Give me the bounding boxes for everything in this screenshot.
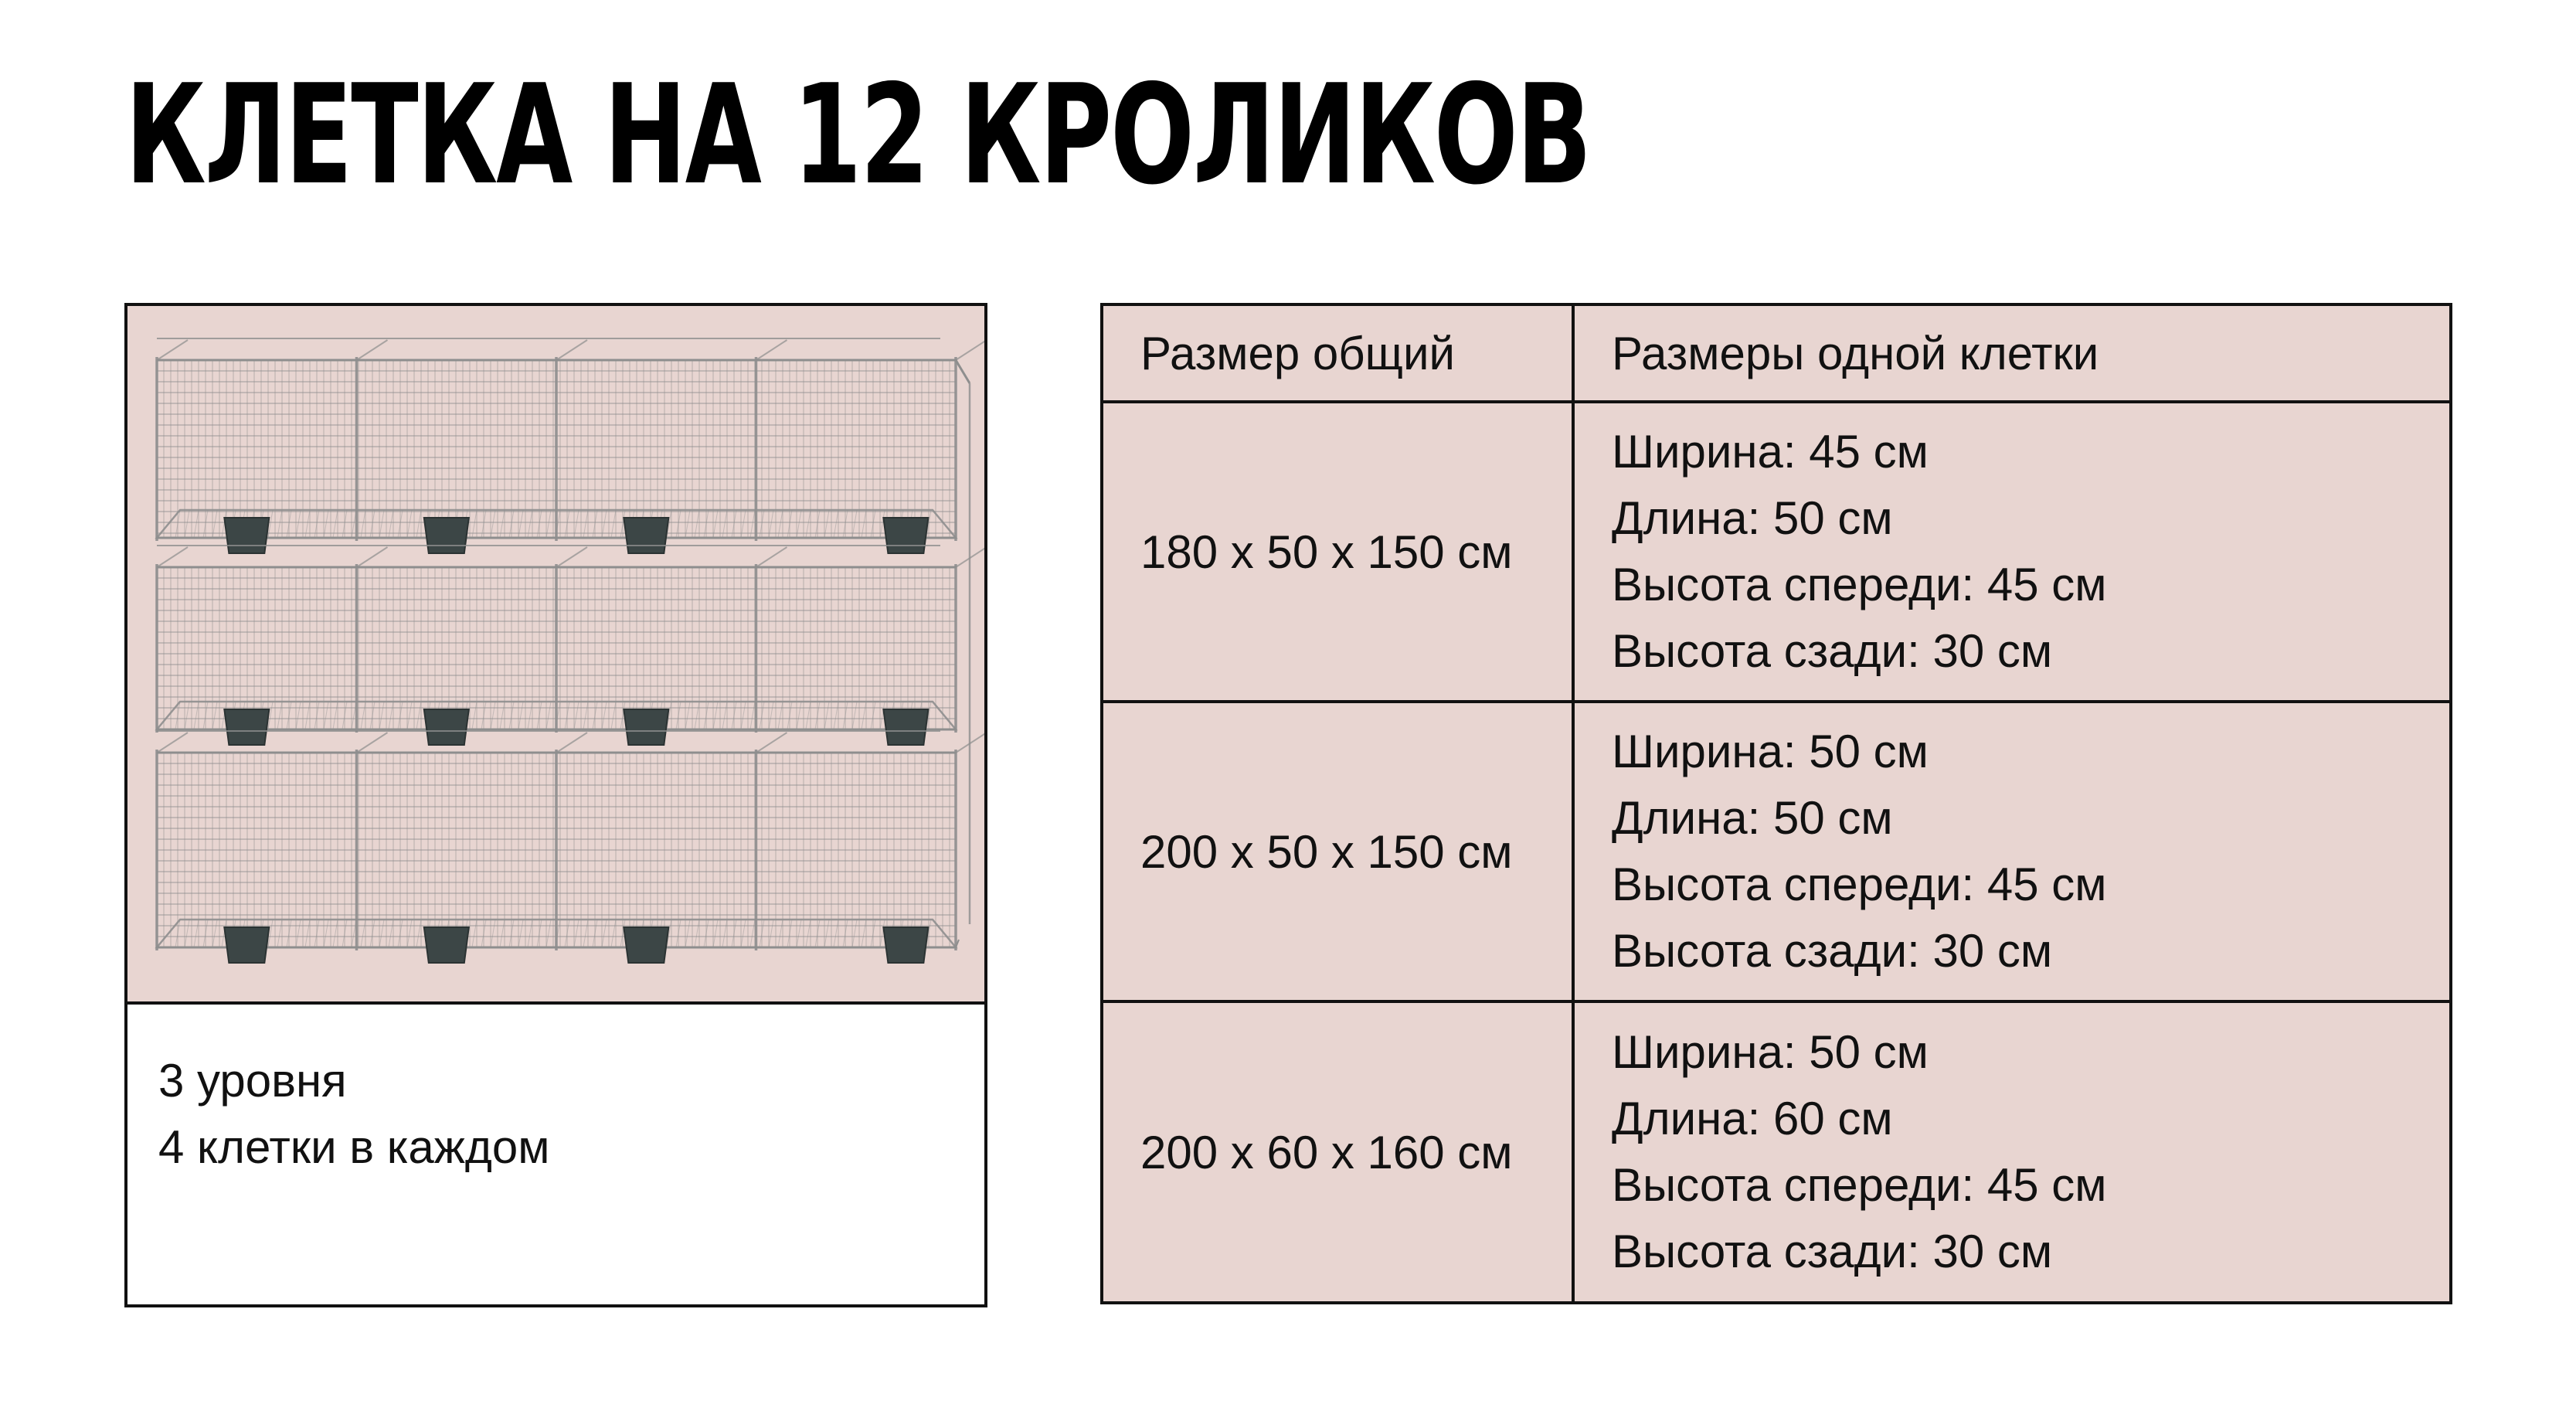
cage-width: Ширина: 50 см [1612, 1026, 1929, 1078]
cage-front-height: Высота спереди: 45 см [1612, 1159, 2107, 1211]
cage-width: Ширина: 50 см [1612, 726, 1929, 777]
caption-levels: 3 уровня [158, 1055, 347, 1107]
cage-caption [158, 1048, 550, 1181]
table-row [1102, 402, 2451, 702]
cage-back-height: Высота сзади: 30 см [1612, 925, 2053, 977]
total-size-cell: 180 х 50 х 150 см [1102, 402, 1573, 702]
header-total-size: Размер общий [1102, 304, 1573, 402]
size-spec-table [1100, 303, 2452, 1304]
single-cage-dims-cell [1573, 402, 2451, 702]
cage-back-height: Высота сзади: 30 см [1612, 1226, 2053, 1277]
total-size-cell: 200 х 50 х 150 см [1102, 702, 1573, 1001]
table-row [1102, 1001, 2451, 1303]
cage-length: Длина: 50 см [1612, 492, 1893, 544]
rabbit-cage-illustration-icon [127, 306, 984, 1001]
cage-length: Длина: 60 см [1612, 1093, 1893, 1144]
total-size-cell: 200 х 60 х 160 см [1102, 1001, 1573, 1303]
caption-cages-per-level: 4 клетки в каждом [158, 1121, 550, 1173]
single-cage-dims-cell [1573, 1001, 2451, 1303]
header-single-cage-size: Размеры одной клетки [1573, 304, 2451, 402]
page-title: КЛЕТКА НА 12 КРОЛИКОВ [125, 55, 1591, 215]
table-row [1102, 702, 2451, 1001]
table-header-row [1102, 304, 2451, 402]
cage-front-height: Высота спереди: 45 см [1612, 858, 2107, 910]
cage-front-height: Высота спереди: 45 см [1612, 559, 2107, 610]
cage-image-area [127, 306, 984, 1005]
cage-back-height: Высота сзади: 30 см [1612, 625, 2053, 677]
cage-width: Ширина: 45 см [1612, 426, 1929, 478]
cage-length: Длина: 50 см [1612, 792, 1893, 844]
cage-image-card [124, 303, 987, 1307]
single-cage-dims-cell [1573, 702, 2451, 1001]
